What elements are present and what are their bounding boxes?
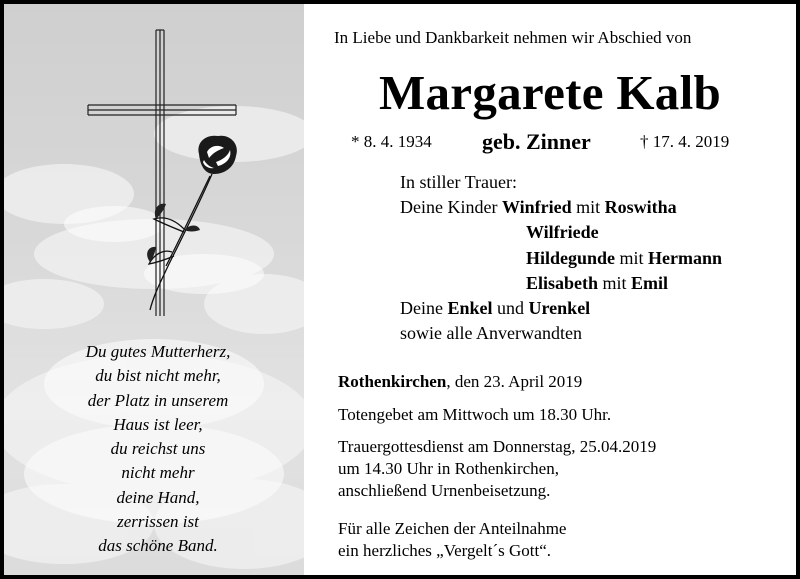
partner-name: Roswitha bbox=[604, 197, 677, 218]
poem-line: deine Hand, bbox=[116, 487, 200, 507]
partner-name: Emil bbox=[631, 272, 669, 293]
child-name: Wilfriede bbox=[526, 222, 599, 243]
prayer-info: Totengebet am Mittwoch um 18.30 Uhr. bbox=[338, 405, 612, 424]
death-date: † 17. 4. 2019 bbox=[640, 132, 730, 151]
poem-line: zerrissen ist bbox=[117, 512, 199, 532]
poem-line: der Platz in unserem bbox=[87, 390, 229, 410]
partner-name: Hermann bbox=[648, 247, 723, 268]
maiden-name: geb. Zinner bbox=[482, 129, 591, 154]
grandchildren-line: Deine Enkel und Urenkel bbox=[400, 297, 591, 318]
mourners-intro: In stiller Trauer: bbox=[400, 172, 517, 192]
poem-line: das schöne Band. bbox=[98, 536, 218, 556]
place-date: Rothenkirchen, den 23. April 2019 bbox=[338, 372, 583, 391]
child-name: Winfried bbox=[501, 197, 572, 218]
child-name: Hildegunde bbox=[526, 247, 616, 268]
rose-icon bbox=[4, 4, 304, 324]
poem-line: nicht mehr bbox=[121, 463, 195, 483]
deceased-name: Margarete Kalb bbox=[378, 65, 722, 120]
children-line bbox=[400, 220, 722, 245]
poem-line: du bist nicht mehr, bbox=[95, 366, 221, 386]
decorative-panel bbox=[4, 4, 304, 575]
poem-line: Du gutes Mutterherz, bbox=[85, 342, 231, 361]
children-line: Elisabeth mit Emil bbox=[526, 272, 669, 293]
birth-date: * 8. 4. 1934 bbox=[351, 132, 432, 151]
poem-line: du reichst uns bbox=[110, 439, 206, 459]
children-line: Deine Kinder Winfried mit Roswitha bbox=[400, 197, 677, 218]
memorial-poem bbox=[40, 340, 276, 559]
relatives-line: sowie alle Anverwandten bbox=[400, 323, 582, 344]
farewell-intro: In Liebe und Dankbarkeit nehmen wir Abschied von bbox=[334, 28, 692, 47]
mourners-list bbox=[400, 170, 722, 346]
thanks-note: Für alle Zeichen der Anteilnahme ein herzliches „Vergelt´s Gott“. bbox=[338, 519, 567, 560]
notice-text bbox=[304, 4, 796, 575]
children-line: Hildegunde mit Hermann bbox=[526, 247, 723, 268]
service-info: Trauergottesdienst am Donnerstag, 25.04.2019 um 14.30 Uhr in Rothenkirchen, anschließend Urnenbeisetzung. bbox=[338, 437, 657, 500]
poem-line: Haus ist leer, bbox=[113, 414, 203, 434]
child-name: Elisabeth bbox=[526, 272, 599, 293]
